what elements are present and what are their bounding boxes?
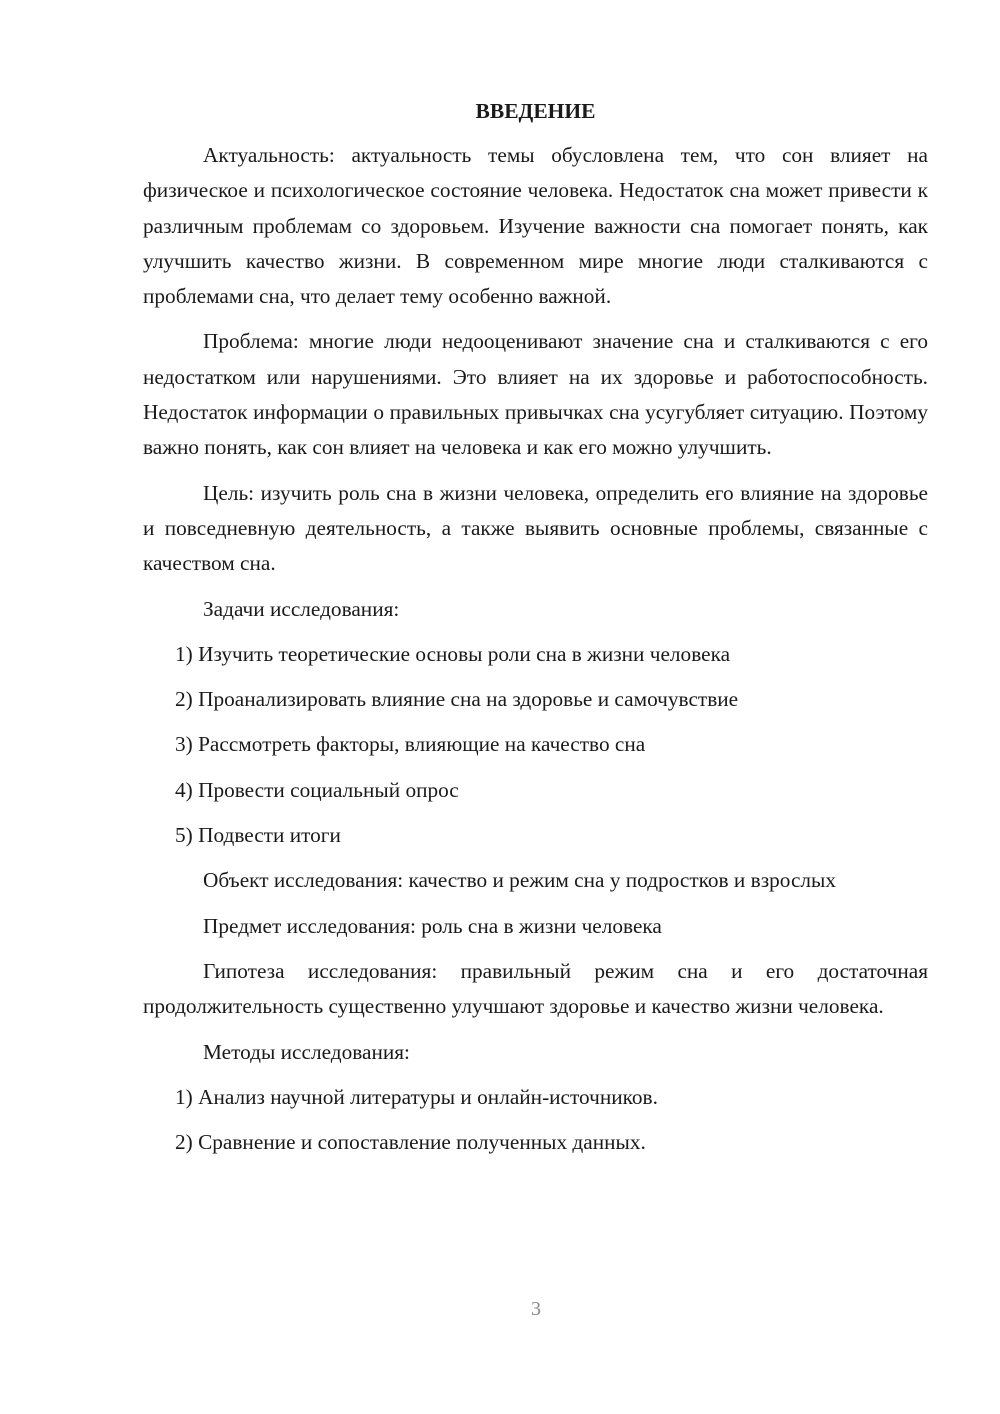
subject-paragraph: Предмет исследования: роль сна в жизни человека: [203, 913, 662, 938]
task-item: 3) Рассмотреть факторы, влияющие на качество сна: [175, 732, 646, 757]
goal-paragraph: Цель: изучить роль сна в жизни человека, определить его влияние на здоровье и повседневную деятельность, а также выявить основные проблемы, связанные с качеством сна.: [143, 480, 928, 576]
hypothesis-paragraph: Гипотеза исследования: правильный режим сна и его достаточная продолжительность существенно улучшают здоровье и качество жизни человека.: [143, 958, 928, 1019]
page-number: 3: [531, 1298, 541, 1320]
document-page: [143, 96, 928, 1170]
tasks-heading: Задачи исследования:: [203, 596, 400, 621]
object-paragraph: Объект исследования: качество и режим сна у подростков и взрослых: [203, 868, 836, 893]
task-item: 1) Изучить теоретические основы роли сна в жизни человека: [175, 641, 731, 666]
task-item: 4) Провести социальный опрос: [175, 777, 459, 802]
task-item: 5) Подвести итоги: [175, 823, 341, 848]
task-item: 2) Проанализировать влияние сна на здоровье и самочувствие: [175, 687, 739, 712]
page-title: ВВЕДЕНИЕ: [475, 99, 596, 123]
relevance-paragraph: Актуальность: актуальность темы обусловлена тем, что сон влияет на физическое и психологическое состояние человека. Недостаток сна может привести к различным проблемам со здоровьем. Изучение важности сна помогает понять, как улучшить качество жизни. В современном мире многие люди сталкиваются с проблемами сна, что делает тему особенно важной.: [143, 143, 928, 309]
methods-heading: Методы исследования:: [203, 1039, 410, 1064]
problem-paragraph: Проблема: многие люди недооценивают значение сна и сталкиваются с его недостатком или нарушениями. Это влияет на их здоровье и работоспособность. Недостаток информации о правильных привычках сна усугубляет ситуацию. Поэтому важно понять, как сон влияет на человека и как его можно улучшить.: [143, 329, 928, 460]
method-item: 1) Анализ научной литературы и онлайн-источников.: [175, 1084, 658, 1109]
method-item: 2) Сравнение и сопоставление полученных данных.: [175, 1130, 646, 1155]
